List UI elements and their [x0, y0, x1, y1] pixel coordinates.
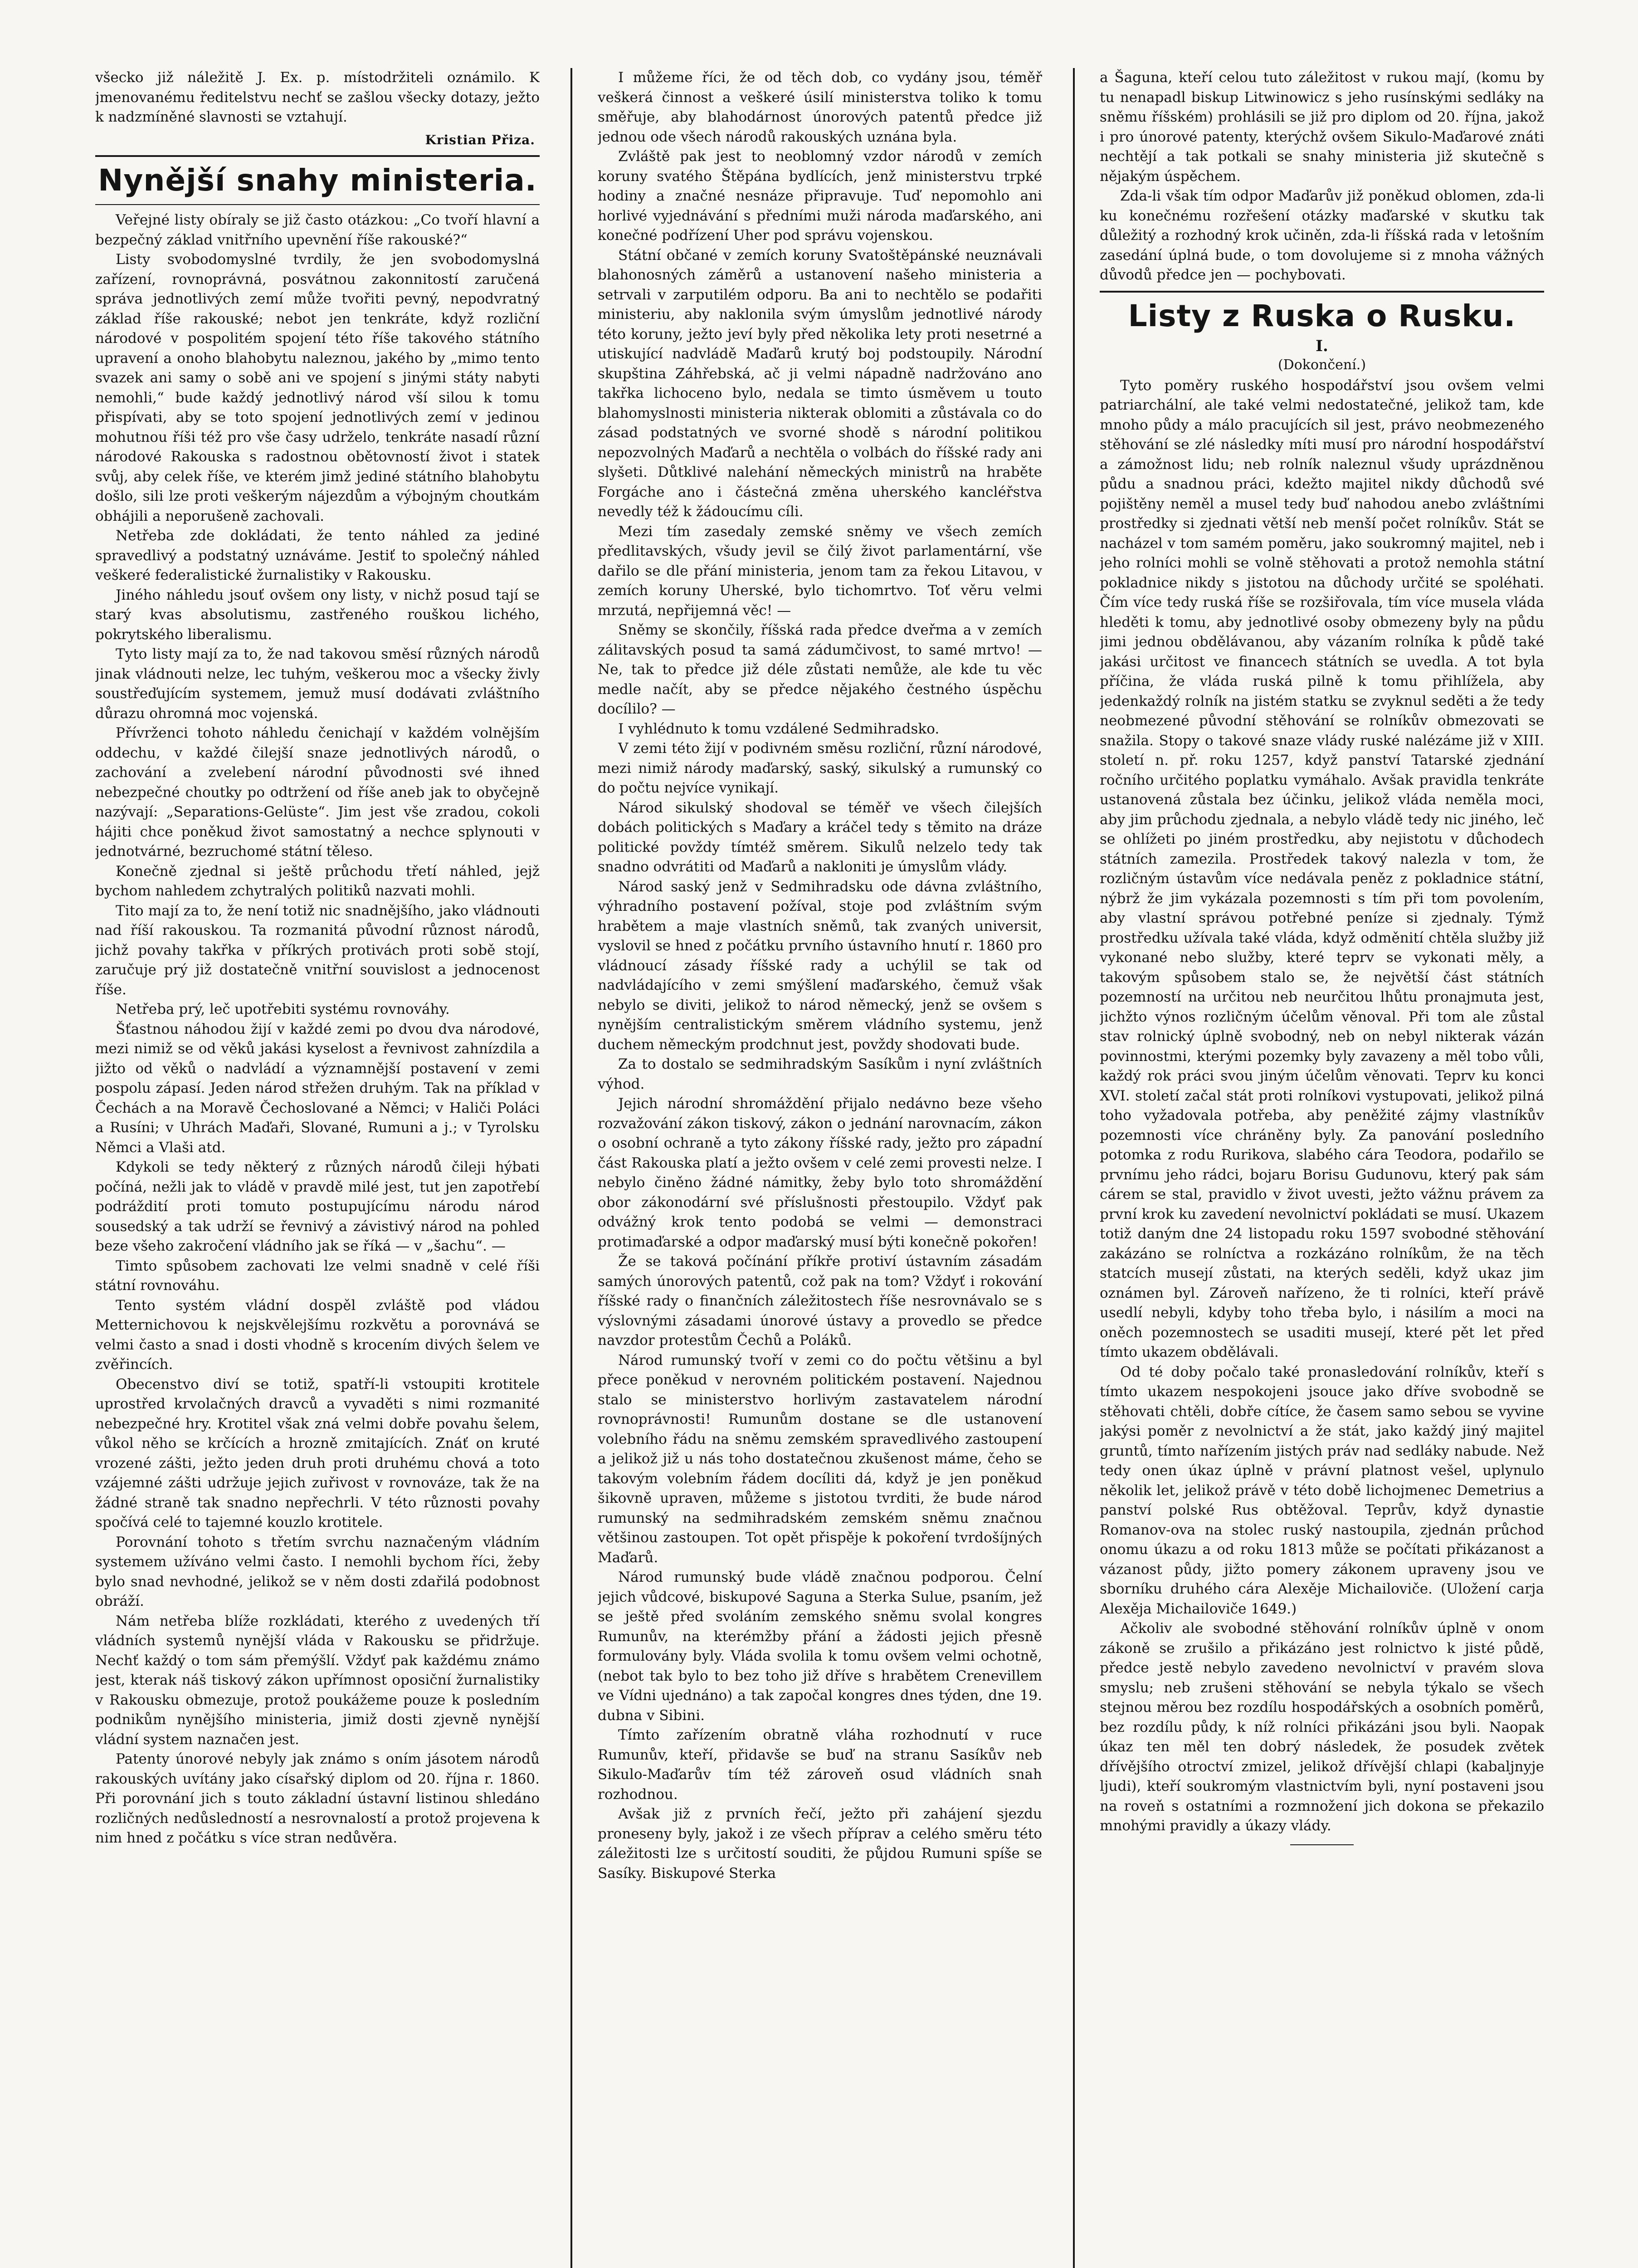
- paragraph: Zvláště pak jest to neoblomný vzdor národů v zemích koruny svatého Štěpána bydlících, jenž ministerstvu trpké hodiny a značné nesnáze připravuje. Tuď nepomohlo ani horlivé vyjednávání s předními muži národa maďarského, ani konečné podřízení Uher pod správu vojenskou.: [598, 148, 1042, 244]
- paragraph: Timto spůsobem zachovati lze velmi snadně v celé říši státní rovnováhu.: [95, 1257, 540, 1294]
- paragraph: Národ saský jenž v Sedmihradsku ode dávna zvláštního, výhradního postavení požíval, stoje pod zvláštním svým hrabětem a maje vlastních sněmů, tak zvaných universit, vyslovil se hned z počátku prvního ústavního hnutí r. 1860 pro vládnoucí zásady říšské rady a uchýlil se tak od nadvládajícího v zemi smýšlení maďarského, čemuž však nebylo se diviti, jelikož to národ německý, jenž se ovšem s nynějším centralistickým směrem vládního systemu, jenž duchem německým prodchnut jest, povždy shodovati bude.: [598, 878, 1042, 1053]
- paragraph: I můžeme říci, že od těch dob, co vydány jsou, téměř veškerá činnost a veškeré úsilí ministerstva toliko k tomu směřuje, aby blahodárnost únorových patentů předce již jednou ode všech národů rakouských uznána byla.: [598, 69, 1042, 145]
- paragraph: Státní občané v zemích koruny Svatoštěpánské neuznávali blahonosných záměrů a ustanovení našeho ministeria a setrvali v zarputilém odporu. Ba ani to nechtělo se podařiti ministeriu, aby naklonila svým úmyslům jednotlivé národy této koruny, ježto jeví byly před několika lety proti nesetrné a utiskující nadvládě Maďarů krutý boj podstoupily. Národní skupština Záhřebská, ač ji velmi nápadně nadržováno ano takřka lichoceno bylo, nedala se timto úsměvem u touto blahomyslnosti ministeria nikterak oblomiti a zůstávala co do zásad podstatných ve svorné shodě s národní politikou nepozvolných Maďarů a nechtěla o volbách do říšské rady ani slyšeti. Důtklivé nalehání německých ministrů na hraběte Forgáche ano i částečná změna uherského kancléřstva nevedly též k žádoucímu cíli.: [598, 247, 1042, 520]
- article-title-ministerium: Nynější snahy ministeria.: [98, 163, 537, 198]
- paragraph: Jiného náhledu jsouť ovšem ony listy, v nichž posud tají se starý kvas absolutismu, zastřeného rouškou lichého, pokrytského liberalismu.: [95, 587, 540, 643]
- intro-paragraph: všecko již náležitě J. Ex. p. místodržiteli oznámilo. K jmenovanému ředitelstvu nechť se zašlou všecky dotazy, ježto k nadzmíněné slavnosti se vztahují.: [95, 69, 540, 125]
- paragraph: Obecenstvo diví se totiž, spatří-li vstoupiti krotitele uprostřed krvolačných dravců a vyvaděti s nimi rozmanité nebezpečné hry. Krotitel však zná velmi dobře povahu šelem, vůkol něho se krčících a hrozně zmitajících. Znáť on kruté vrozené zášti, ježto jeden druh proti druhému chová a toto vzájemné zášti udržuje jejich zuřivost v rovnováze, tak že na žádné straně tak snadno nepřechrli. V této různosti povahy spočívá celé to tajemné kouzlo krotitele.: [95, 1376, 540, 1530]
- paragraph: Nám netřeba blíže rozkládati, kterého z uvedených tří vládních systemů nynější vláda v Rakousku se přidržuje. Nechť každý o tom sám přemýšlí. Vždyť pak každému známo jest, kterak náš tiskový zákon upřímnost oposiční žurnalistiky v Rakousku obmezuje, protož poukážeme pouze k posledním podnikům nynějšího ministeria, jimiž dosti zjevně nynější vládní system naznačen jest.: [95, 1613, 540, 1748]
- end-rule: [1290, 1844, 1354, 1845]
- column-2: [598, 68, 1042, 2268]
- paragraph: Listy svobodomyslné tvrdily, že jen svobodomyslná zařízení, rovnoprávná, posvátnou zakonnitostí zaručená správa jednotlivých zemí může tvořiti pevný, nepodvratný základ říše rakouské; nebot jen tenkráte, když rozliční národové v pospolitém spojení této říše takového státního upravení a onoho blahobytu naleznou, jakého by „mimo tento svazek ani samy o sobě ani ve spojení s jinými státy nabyti nemohli,“ bude každý jednotlivý národ vší silou k tomu přispívati, aby se toto spojení jednotlivých zemí v jedinou mohutnou říši též pro vše časy udrželo, tenkráte nasadí různí národové Rakouska s radostnou obětovností život i statek svůj, aby celek říše, ve kterém jimž jediné státního blahobytu došlo, sili lze proti veškerým nájezdům a výbojným choutkám obhájili a neporušeně zachovali.: [95, 251, 540, 524]
- paragraph: Kdykoli se tedy některý z různých národů čileji hýbati počíná, nežli jak to vládě v pravdě milé jest, tut jen zapotřebí podráždití proti tomuto postupujícímu národu národ sousedský a tak udrží se řevnivý a závistivý národ na pohled beze všeho zakročení vládního jak se říká — v „šachu“. —: [95, 1159, 540, 1254]
- paragraph: Za to dostalo se sedmihradským Sasíkům i nyní zvláštních výhod.: [598, 1056, 1042, 1092]
- article-note: (Dokončení.): [1277, 357, 1366, 373]
- paragraph: Patenty únorové nebyly jak známo s oním jásotem národů rakouských uvítány jako císařský diplom od 20. října r. 1860. Při porovnání jich s touto základní ústavní listinou shledáno rozličných nedůsledností a nesrovnalostí a protož projevena k nim hned z počátku s více stran nedůvěra.: [95, 1751, 540, 1846]
- signature: Kristian Přiza.: [425, 132, 535, 147]
- paragraph: Jejich národní shromáždění přijalo nedávno beze všeho rozvažování zákon tiskový, zákon o jednání narovnacím, zákon o osobní ochraně a tyto zákony říšské rady, ježto pro západní část Rakouska platí a ježto ovšem v celé zemi provesti nelze. I nebylo činěno žádné námitky, žeby bylo toto shromáždění obor zákonodární své příslušnosti přestoupilo. Vždyť pak odvážný krok tento podobá se velmi — demonstraci protimaďarské a odpor maďarský musí býti konečně pokořen!: [598, 1095, 1042, 1250]
- paragraph: Že se taková počínání příkře protiví ústavním zásadám samých únorových patentů, což pak na tom? Vždyť i rokování říšské rady o finančních záležitostech říše nesrovnávalo se s výslovnými zásadami únorové ústavy a provedlo se předce navzdor protestům Čechů a Poláků.: [598, 1253, 1042, 1349]
- paragraph: Národ rumunský tvoří v zemi co do počtu většinu a byl přece poněkud v nerovném politickém postavení. Najednou stalo se ministerstvo horlivým zastavatelem národní rovnoprávnosti! Rumunům dostane se dle ustanovení volebního řádu na sněmu zemském spravedlivého zastoupení a jelikož již u nás toho dostatečnou zkušenost máme, čeho se takovým volebním řádem docíliti dá, když je jen poněkud šikovně upraven, můžeme s jistotou tvrditi, že bude národ rumunský na sedmihradském zemském sněmu značnou většinou zastoupen. Tot opět přispěje k pokoření tvrdošíjných Maďarů.: [598, 1352, 1042, 1566]
- paragraph: Konečně zjednal si ještě průchodu třetí náhled, jejž bychom nahledem zchytralých politiků nazvati mohli.: [95, 863, 540, 899]
- article-number: I.: [1316, 337, 1328, 355]
- paragraph: Šťastnou náhodou žijí v každé zemi po dvou dva národové, mezi nimiž se od věků jakási kyselost a řevnivost zahnízdila a jižto od věků o nadvládí a významnější postavení v zemi pospolu zápasí. Jeden národ střežen druhým. Tak na příklad v Čechách a na Moravě Čechoslované a Němci; v Haliči Poláci a Rusíni; v Uhrách Maďaři, Slované, Rumuni a j.; v Tyrolsku Němci a Vlaši atd.: [95, 1021, 540, 1156]
- divider-rule: [95, 155, 540, 157]
- article-title-rusko: Listy z Ruska o Rusku.: [1128, 298, 1516, 333]
- divider-rule: [1100, 291, 1544, 293]
- paragraph: Národ rumunský bude vládě značnou podporou. Čelní jejich vůdcové, biskupové Saguna a Sterka Sulue, psaním, jež se ještě před svoláním zemského sněmu svolal kongres Rumunův, na kterémžby přání a žádosti jejich přesně formulovány byly. Vláda svolila k tomu ovšem velmi ochotně, (nebot tak bylo to bez toho již dříve s hrabětem Crenevillem ve Vídni ujednáno) a tak započal kongres dnes týden, dne 19. dubna v Sibini.: [598, 1569, 1042, 1724]
- newspaper-page: [95, 68, 1546, 2268]
- column-1: [95, 68, 540, 2268]
- paragraph: Porovnání tohoto s třetím svrchu naznačeným vládním systemem užíváno velmi často. I nemohli bychom říci, žeby bylo snad nevhodné, jelikož se v něm dosti zdařilá podobnost obráží.: [95, 1534, 540, 1609]
- paragraph: Avšak již z prvních řečí, ježto při zahájení sjezdu proneseny byly, jakož i ze všech příprav a celého směru této záležitosti lze s určitostí souditi, že půjdou Rumuni spíše se Sasíky. Biskupové Sterka: [598, 1806, 1042, 1882]
- paragraph: Netřeba prý, leč upotřebiti systému rovnováhy.: [116, 1001, 450, 1017]
- paragraph: I vyhlédnuto k tomu vzdálené Sedmihradsko.: [618, 720, 940, 737]
- column-rule: [1073, 68, 1075, 2268]
- paragraph: Přívrženci tohoto náhledu čenichají v každém volnějším oddechu, v každé čilejší snaze jednotlivých národů, o zachování a zvelebení národní původnosti své ihned nebezpečné choutky po odtržení od říše aneb jak to obyčejně nazývají: „Separations-Gelüste“. Jim jest vše zradou, cokoli hájiti chce poněkud život samostatný a nechce splynouti v jednotvárné, bezruchomé státní těleso.: [95, 725, 540, 860]
- paragraph: Národ sikulský shodoval se téměř ve všech čilejších dobách politických s Maďary a kráčel tedy s těmito na dráze politické povždy tímtéž směrem. Sikulů nelzelo tedy tak snadno odvrátiti od Maďarů a nakloniti je úmyslům vlády.: [598, 799, 1042, 875]
- paragraph: Netřeba zde dokládati, že tento náhled za jediné spravedlivý a podstatný uznáváme. Jestiť to společný náhled veškeré federalistické žurnalistiky v Rakousku.: [95, 528, 540, 583]
- paragraph: a Šaguna, kteří celou tuto záležitost v rukou mají, (komu by tu nenapadl biskup Litwinowicz s jeho rusínskými sedláky na sněmu říšském) prohlásili se již pro diplom od 20. října, jakož i pro únorové patenty, kterýchž ovšem Sikulo-Maďarové znáti nechtějí a tak potkali se snahy ministeria již skutečně s nějakým úspěchem.: [1100, 69, 1544, 185]
- paragraph: Sněmy se skončily, říšská rada předce dveřma a v zemích zálitavských posud ta samá zádumčivost, to samé mrtvo! — Ne, tak to předce již déle zůstati nemůže, ale kde tu věc medle načít, aby se předce nějakého čestného úspěchu docílilo? —: [598, 622, 1042, 717]
- paragraph: Od té doby počalo také pronasledování rolníkův, kteří s tímto ukazem nespokojeni jsouce jako dříve svobodně se stěhovati chtěli, dobře cítíce, že časem samo sebou se vyvine jakýsi poměr z nevolnictví a že stát, jako každý jiný majitel gruntů, tímto nařízením jistých práv nad sedláky nabude. Než tedy onen úkaz úplně v právní platnost vešel, uplynulo několik let, jelikož právě v této době lichojmenec Demetrius a panství polské Rus obtěžoval. Teprův, když dynastie Romanov-ova na stolec ruský nastoupila, zjednán průchod onomu úkazu a od roku 1813 může se počítati přikázanost a vázanost půdy, jižto pomery zákonem upraveny jsou ve sborníku druhého cára Alexěje Michailoviče. (Uložení carja Alexěja Michailoviče 1649.): [1100, 1364, 1544, 1617]
- paragraph: Zda-li však tím odpor Maďarův již poněkud oblomen, zda-li ku konečnému rozřešení otázky maďarské v skutku tak důležitý a rozhodný krok učiněn, zda-li říšská rada v letošním zasedání úplná bude, o tom dovolujeme si z mnoha vážných důvodů předce jen — pochybovati.: [1100, 188, 1544, 283]
- column-3: [1100, 68, 1544, 2268]
- paragraph: V zemi této žijí v podivném směsu rozliční, různí národové, mezi nimiž národy maďarský, saský, sikulský a rumunský co do počtu nejvíce vynikají.: [598, 740, 1042, 796]
- paragraph: Tyto poměry ruského hospodářství jsou ovšem velmi patriarchální, ale také velmi nedostatečné, jelikož tam, kde mnoho půdy a málo pracujících sil jest, právo neobmezeného stěhování se zlé následky míti musí pro národní hospodářství a zámožnost lidu; neb rolník naleznul všudy uprázdněnou půdu a snadnou práci, kdežto majitel nikdy důchodů své pojištěny neměl a musel tedy buď nahodou anebo zvláštními prostředky si zjednati větší neb menší počet rolníkův. Stát se nacházel v tom samém poměru, jako soukromný majitel, neb i jeho rolníci mohli se volně stěhovati a protož nemohla státní pokladnice nikdy s jistotou na důchody určité se spoléhati. Čím více tedy ruská říše se rozšiřovala, tím více musela vláda hleděti k tomu, aby jednotlivé osoby obmezeny byly na půdu jimi jednou obdělávanou, aby vázaním rolníka k půdě také jakási určitost ve financech státních se uvedla. A tot byla příčina, že vláda ruská pilně k tomu přihlížela, aby jedenkaždý rolník na jistém statku se zvyknul seděti a že tedy neobmezené původní stěhování se rolníkův obmezovati se snažila. Stopy o takové snaze vlády ruské nalézáme již v XIII. století n. př. roku 1257, když panství Tatarské zjednání ročního určitého poplatku vymáhalo. Avšak pravidla tenkráte ustanovená zůstala bez účinku, jelikož vláda neměla moci, aby jim průchodu zjednala, a nebylo vládě tedy nic jiného, leč se ohlížeti po jiném prostředku, aby nejistotu v důchodech státních zamezila. Prostředek takový nalezla v tom, že rozličným ústavům více nedávala peněz z pokladnice státní, nýbrž že jim vykázala pozemnosti s tím při tom povolením, aby vlastní správou potřebné peníze si zjednaly. Týmž prostředku užívala také vláda, když odměnití chtěla služby již vykonané nebo služby, které teprv se vykonati měly, a takovým spůsobem stalo se, že největší část státních pozemností na určitou neb neurčitou lhůtu pronajmuta jest, jichžto výnos rozličným účelům věnoval. Při tom ale zůstal stav rolnický úplně svobodný, neb on nebyl nikterak vázán povinnostmi, kterými pozemky byly zavazeny a měl tobo vůli, každý rok práci svou jiným účelům věnovati. Teprv ku konci XVI. století začal stát proti rolníkovi vystupovati, jelikož pilná toho vyžadovala potřeba, aby peněžité zájmy vlastníkův pozemnosti více chráněny byly. Za panování posledního potomka z rodu Rurikova, slabého cára Teodora, podařilo se prvnímu jeho rádci, bojaru Borisu Gudunovu, který pak sám cárem se stal, pravidlo v život uvesti, ježto vážnu právem za první krok ku zavedení nevolnictví pokládati se musí. Ukazem totiž daným dne 24 listopadu roku 1597 svobodné stěhování zakázáno se rolníctva a rozkázáno rolníkům, že na těch statcích musejí zůstati, na kterých seděli, když ukaz jim oznámen byl. Zároveň nařízeno, že ti rolníci, kteří právě usedlí nebyli, kdyby toho třeba bylo, i násilím a moci na oněch pozemnostech se usaditi musejí, které pět let před tímto ukazem obdělávali.: [1100, 377, 1544, 1360]
- paragraph: Tyto listy mají za to, že nad takovou směsí různých národů jinak vládnouti nelze, lec tuhým, veškerou moc a všecky živly soustřeďujícím systemem, jemuž musí dodávati zvláštního důrazu ohromná moc vojenská.: [95, 646, 540, 722]
- divider-rule: [95, 204, 540, 205]
- paragraph: Tímto zařízením obratně vláha rozhodnutí v ruce Rumunův, kteří, přidavše se buď na stranu Sasíkův neb Sikulo-Maďarův tím též zároveň osud vládních snah rozhodnou.: [598, 1727, 1042, 1803]
- paragraph: Veřejné listy obíraly se již často otázkou: „Co tvoří hlavní a bezpečný základ vnitřního upevnění říše rakouské?“: [95, 212, 540, 248]
- paragraph: Ačkoliv ale svobodné stěhování rolníkův úplně v onom zákoně se zrušilo a přikázáno jest rolnictvo k jisté půdě, předce jestě nebylo zavedeno nevolnictví v pravém slova smyslu; neb zrušeni stěhování se nebyla týkalo se všech stejnou měrou bez rozdílu hospodářských a osobních poměrů, bez rozdílu půdy, k níž rolníci přikázáni jsou byli. Naopak úkaz ten měl ten dobrý následek, že posudek zvětek dřívějšího otroctví zmizel, jelikož dřívější chlapi (kabaljnyje ljudi), kteří soukromým vlastnictvím byli, nyní postaveni jsou na roveň s ostatními a rozmnožení jich dokona se překazilo mnohými pravidly a úkazy vlády.: [1100, 1620, 1544, 1834]
- column-rule: [570, 68, 572, 2268]
- paragraph: Tito mají za to, že není totiž nic snadnějšího, jako vládnouti nad říší rakouskou. Ta rozmanitá původní různost národů, jichž povahy takřka v příkrých protivách proti sobě stojí, zaručuje prý již dostatečně vnitřní souvislost a jednocenost říše.: [95, 902, 540, 998]
- paragraph: Tento systém vládní dospěl zvláště pod vládou Metternichovou k nejskvělejšímu rozkvětu a porovnává se velmi často a snad i dosti vhodně s krocením divých šelem ve zvěřincích.: [95, 1297, 540, 1373]
- paragraph: Mezi tím zasedaly zemské sněmy ve všech zemích předlitavských, všudy jevil se čilý život parlamentární, vše dařilo se dle přání ministeria, jenom tam za řekou Litavou, v zemích koruny Uherské, bylo tichomrtvo. Toť věru velmi mrzutá, nepřijemná věc! —: [598, 523, 1042, 619]
